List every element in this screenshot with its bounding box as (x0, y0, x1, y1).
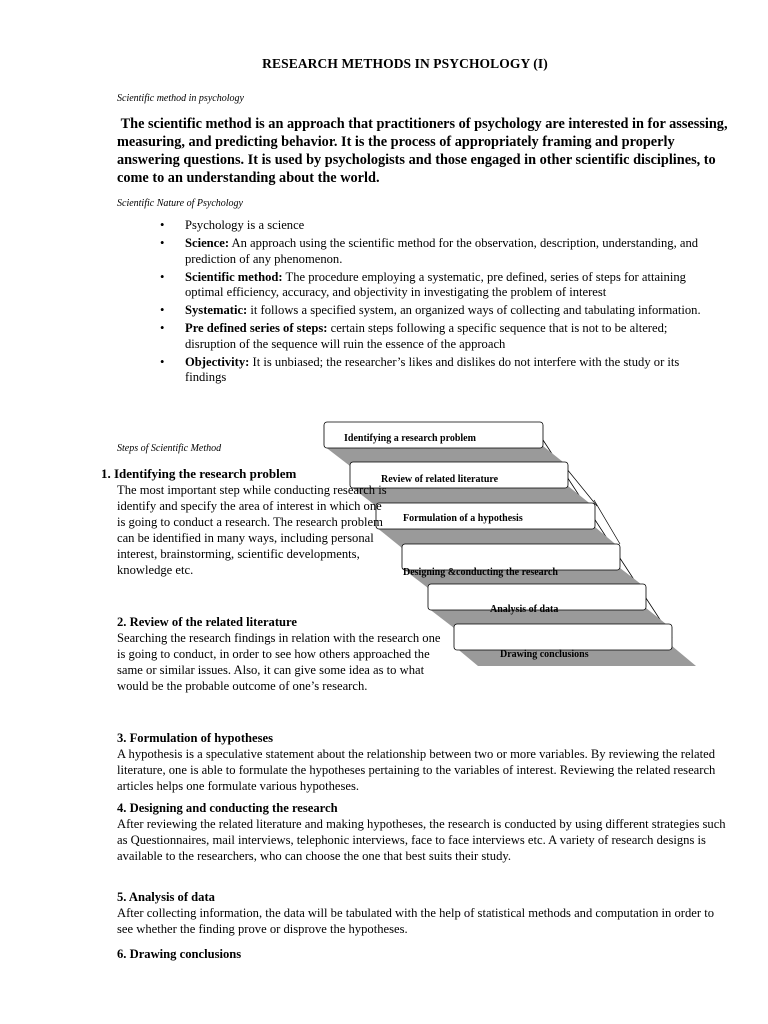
bullet-text: It is unbiased; the researcher’s likes and dislikes do not interfere with the study or its findings (185, 354, 680, 384)
subheading-steps: Steps of Scientific Method (117, 443, 222, 454)
step-1-label: Identifying a research problem (344, 433, 476, 444)
section-2-heading: 2. Review of the related literature (117, 615, 297, 629)
diagram-step-1 (324, 422, 568, 466)
bullet-text: Psychology is a science (185, 218, 305, 232)
bullet-item (160, 355, 720, 386)
bullet-icon: • (160, 269, 165, 284)
section-4-text: After reviewing the related literature and making hypotheses, the research is conducted by using different strategies such as Questionnaires, mail interviews, telephonic interviews, face to face interviews etc. A variety of research designs is available to the researchers, who can choose the one that best suits their study. (117, 817, 726, 863)
diagram-step-6 (454, 624, 696, 666)
section-1-body (117, 482, 387, 578)
section-2-text: Searching the research findings in relation with the research one is going to conduct, in order to see how others approached the same or similar issues. Also, it can give some idea as to what would be the probable outcome of one’s research. (117, 631, 441, 693)
bullet-icon: • (160, 236, 165, 250)
bullet-item (160, 303, 720, 319)
intro-text: The scientific method is an approach that practitioners of psychology are interested in for assessing, measuring, and predicting behavior. It is the process of appropriately framing and properly answering questions. It is used by psychologists and those engaged in other scientific disciplines, to come to an understanding about the world. (117, 116, 728, 186)
diagram-step-4 (402, 544, 646, 588)
section-5-heading: 5. Analysis of data (117, 890, 215, 904)
bullet-item (160, 236, 720, 267)
step-2-label: Review of related literature (381, 474, 499, 485)
section-3-heading: 3. Formulation of hypotheses (117, 731, 274, 745)
diagram-step-3 (376, 503, 620, 548)
intro-paragraph (117, 115, 729, 187)
bullet-term: Pre defined series of steps: (185, 321, 328, 335)
bullet-item (160, 321, 720, 352)
subheading-scientific-method: Scientific method in psychology (117, 93, 244, 104)
section-1-body-text: The most important step while conducting research is identify and specify the area of interest in which one is going to conduct a research. The research problem can be identified in many ways, including personal interest, brainstorming, scientific developments, knowledge etc. (117, 483, 387, 577)
bullet-term: Science: (185, 236, 230, 250)
bullet-item (160, 218, 720, 234)
section-3-text: A hypothesis is a speculative statement about the relationship between two or more variables. By reviewing the related literature, one is able to formulate the hypotheses pertaining to the variables of interest. Reviewing the related research articles helps one formulate various hypotheses. (117, 747, 716, 793)
section-1-heading: 1. Identifying the research problem (101, 466, 297, 481)
bullet-icon: • (160, 218, 165, 232)
bullet-item (160, 270, 720, 301)
section-analysis (117, 889, 727, 937)
subheading-scientific-nature: Scientific Nature of Psychology (117, 198, 243, 209)
section-identifying-problem (101, 466, 321, 482)
bullet-text: An approach using the scientific method for the observation, description, understanding, and prediction of any phenomenon. (185, 236, 699, 266)
bullet-text: The procedure employing a systematic, pre defined, series of steps for attaining optimal efficiency, accuracy, and objectivity in investigating the problem of interest (185, 269, 686, 299)
section-5-text: After collecting information, the data will be tabulated with the help of statistical methods and computation in order to see whether the finding prove or disprove the hypotheses. (117, 906, 714, 936)
section-6-heading: 6. Drawing conclusions (117, 947, 242, 961)
bullet-list (160, 218, 720, 388)
section-review-literature (117, 614, 447, 694)
section-4-heading: 4. Designing and conducting the research (117, 801, 338, 815)
bullet-text: it follows a specified system, an organized ways of collecting and tabulating information. (247, 303, 701, 317)
bullet-term: Objectivity: (185, 354, 250, 369)
diagram-step-5 (428, 584, 671, 628)
bullet-term: Systematic: (185, 303, 248, 317)
bullet-term: Scientific method: (185, 269, 283, 284)
step-4-label: Designing &conducting the research (403, 567, 558, 578)
step-6-box (454, 624, 672, 650)
section-designing (117, 800, 727, 864)
step-6-label: Drawing conclusions (500, 649, 589, 660)
bullet-text: certain steps following a specific sequence that is not to be altered; disruption of the sequence will ruin the essence of the approach (185, 321, 668, 351)
section-formulation (117, 730, 727, 794)
bullet-icon: • (160, 321, 165, 335)
step-5-label: Analysis of data (490, 604, 559, 615)
bullet-icon: • (160, 354, 165, 369)
page-title: RESEARCH METHODS IN PSYCHOLOGY (I) (262, 56, 548, 71)
section-conclusions (117, 946, 727, 962)
step-3-label: Formulation of a hypothesis (403, 513, 523, 524)
bullet-icon: • (160, 303, 165, 317)
